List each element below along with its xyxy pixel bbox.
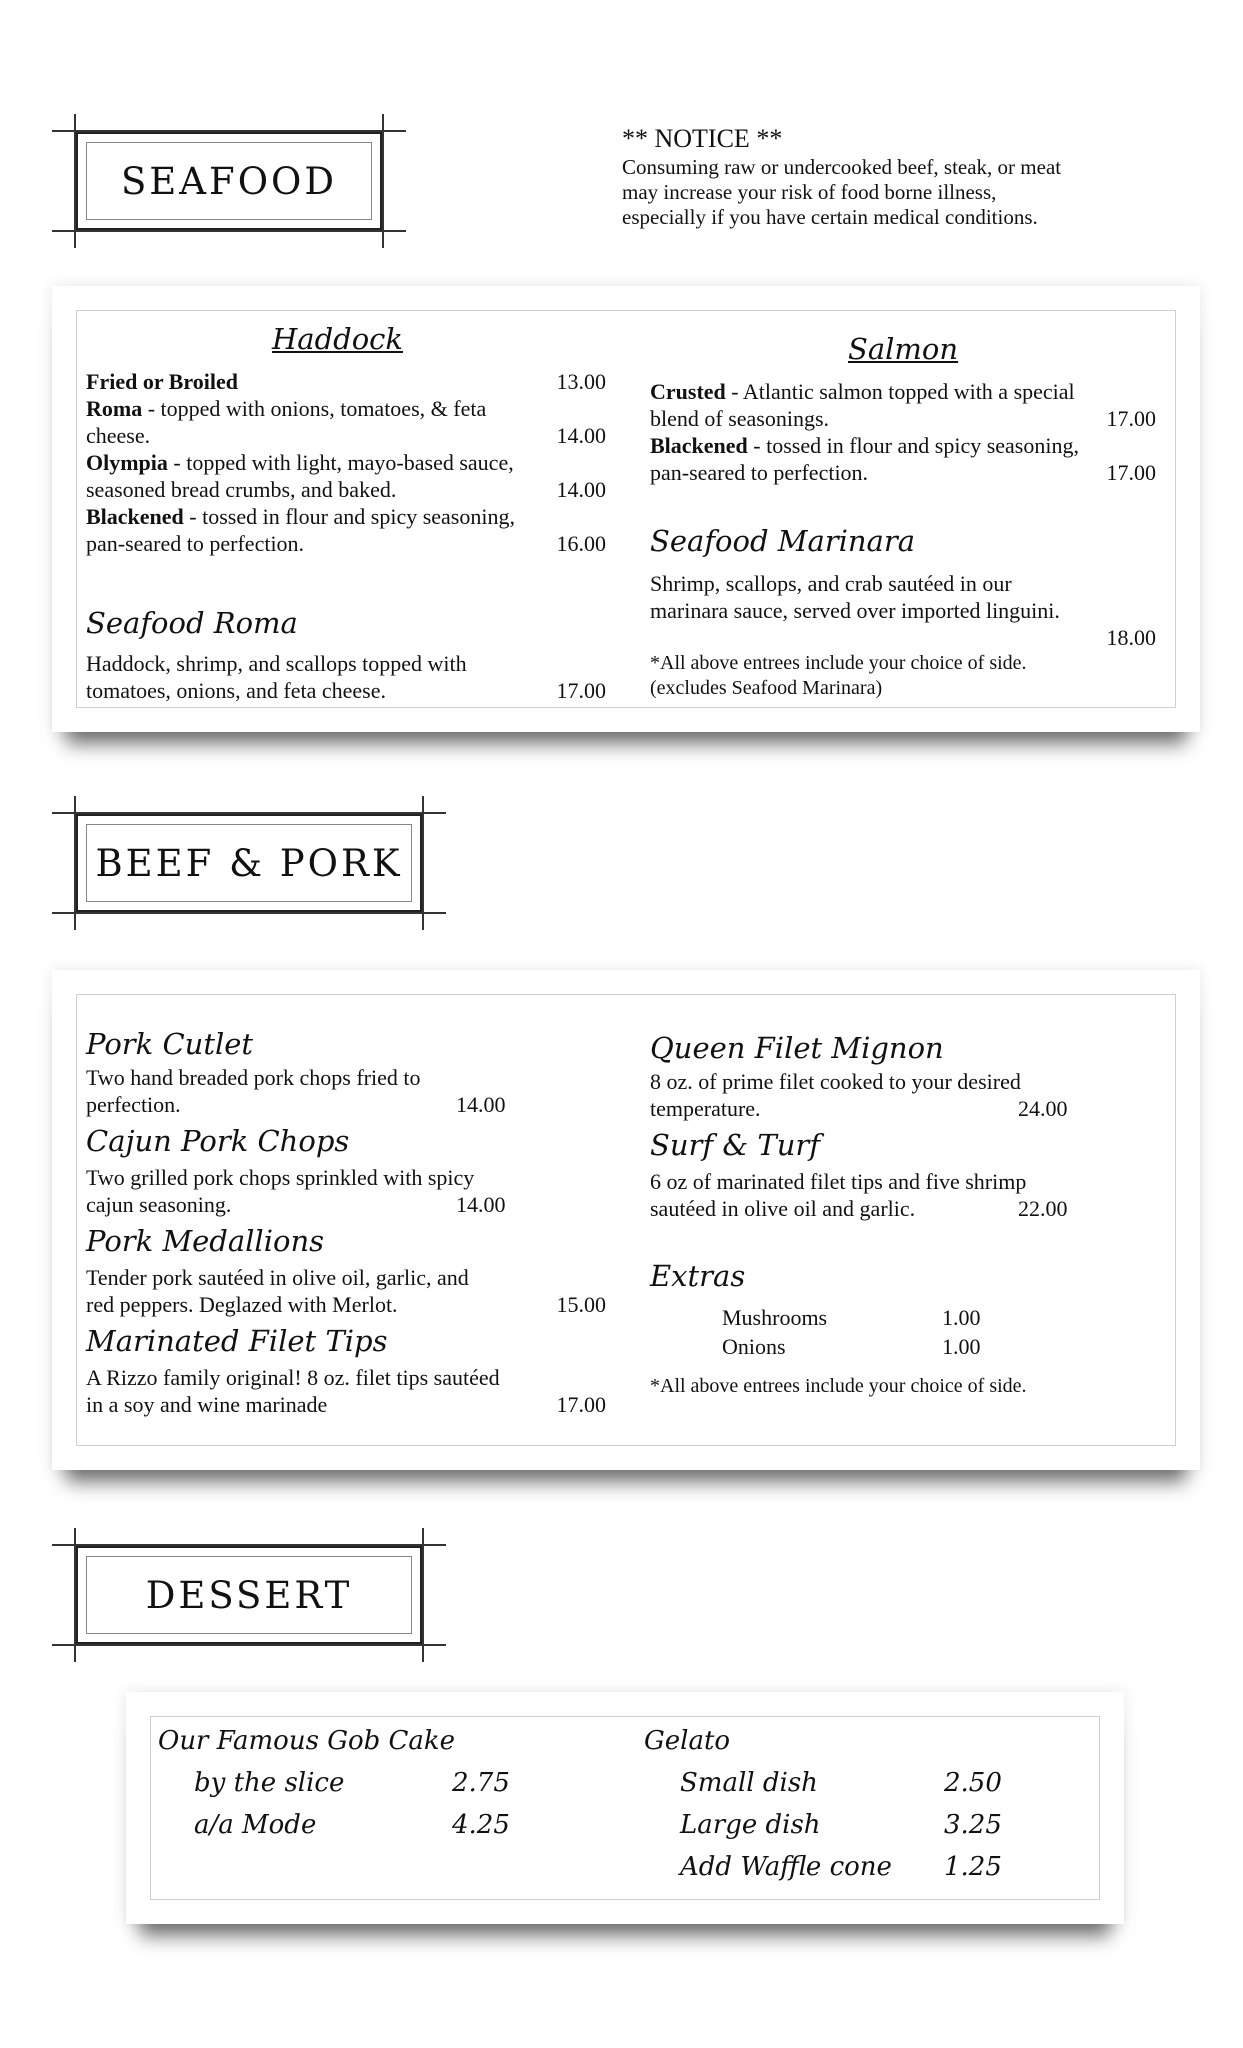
item-desc: 8 oz. of prime filet cooked to your desired bbox=[650, 1069, 1021, 1094]
item-desc: red peppers. Deglazed with Merlot. bbox=[86, 1292, 398, 1317]
item-desc: Shrimp, scallops, and crab sautéed in our bbox=[650, 571, 1012, 596]
notice-text bbox=[622, 155, 1061, 230]
item-price: 13.00 bbox=[556, 369, 606, 394]
extras-list bbox=[650, 1304, 1150, 1360]
item-desc: pan-seared to perfection. bbox=[86, 531, 305, 556]
seafood-roma-title: Seafood Roma bbox=[86, 606, 298, 640]
item-title: Queen Filet Mignon bbox=[650, 1031, 944, 1065]
menu-item bbox=[86, 503, 606, 557]
item-title: Cajun Pork Chops bbox=[86, 1124, 350, 1158]
item-price: 22.00 bbox=[1018, 1196, 1068, 1221]
item-name: Blackened bbox=[650, 433, 748, 458]
item-price: 18.00 bbox=[1106, 625, 1156, 650]
item-desc: 6 oz of marinated filet tips and five shrimp bbox=[650, 1169, 1027, 1194]
item-price: 17.00 bbox=[1106, 406, 1156, 431]
dessert-item-price: 1.25 bbox=[944, 1852, 1002, 1882]
item-desc: - tossed in flour and spicy seasoning, bbox=[183, 504, 515, 529]
item-title: Marinated Filet Tips bbox=[86, 1324, 388, 1358]
menu-item bbox=[86, 395, 606, 449]
menu-item bbox=[86, 1264, 606, 1318]
item-name: Blackened bbox=[86, 504, 184, 529]
item-desc: seasoned bread crumbs, and baked. bbox=[86, 477, 397, 502]
dessert-header bbox=[52, 1528, 446, 1662]
extra-price: 1.00 bbox=[942, 1305, 981, 1330]
seafood-card bbox=[52, 286, 1200, 732]
item-name: Crusted bbox=[650, 379, 726, 404]
section-title: BEEF & PORK bbox=[95, 841, 403, 885]
beef-pork-header bbox=[52, 796, 446, 930]
item-desc: pan-seared to perfection. bbox=[650, 460, 869, 485]
dessert-item-price: 2.50 bbox=[944, 1768, 1002, 1798]
dessert-item-name: a/a Mode bbox=[194, 1810, 317, 1840]
dessert-item-name: Add Waffle cone bbox=[680, 1852, 892, 1882]
menu-item bbox=[650, 1168, 1150, 1222]
item-desc: Two hand breaded pork chops fried to bbox=[86, 1065, 421, 1090]
menu-item bbox=[86, 1064, 606, 1118]
item-name: Olympia bbox=[86, 450, 168, 475]
item-desc: - tossed in flour and spicy seasoning, bbox=[747, 433, 1079, 458]
beef-pork-left-column bbox=[86, 1024, 606, 1418]
item-title: Pork Cutlet bbox=[86, 1027, 254, 1061]
item-desc: perfection. bbox=[86, 1092, 181, 1117]
item-desc: - Atlantic salmon topped with a special bbox=[725, 379, 1075, 404]
seafood-marinara-title: Seafood Marinara bbox=[650, 524, 915, 558]
dessert-item-name: Small dish bbox=[680, 1768, 818, 1798]
dessert-item-price: 2.75 bbox=[452, 1768, 510, 1798]
menu-item bbox=[650, 570, 1156, 701]
dessert-item-price: 4.25 bbox=[452, 1810, 510, 1840]
item-desc: A Rizzo family original! 8 oz. filet tips sautéed bbox=[86, 1365, 500, 1390]
item-title: Pork Medallions bbox=[86, 1224, 325, 1258]
item-price: 14.00 bbox=[556, 423, 606, 448]
section-title: SEAFOOD bbox=[120, 159, 338, 203]
extra-name: Mushrooms bbox=[722, 1305, 828, 1330]
item-desc: marinara sauce, served over imported linguini. bbox=[650, 598, 1060, 623]
salmon-list bbox=[650, 378, 1156, 486]
salmon-title: Salmon bbox=[848, 332, 959, 366]
item-title: Surf & Turf bbox=[650, 1128, 821, 1162]
item-name: Fried or Broiled bbox=[86, 369, 238, 394]
dessert-card bbox=[126, 1692, 1124, 1924]
side-note: *All above entrees include your choice of side. bbox=[650, 652, 1027, 674]
item-desc: - topped with onions, tomatoes, & feta bbox=[142, 396, 487, 421]
item-desc: - topped with light, mayo-based sauce, bbox=[167, 450, 514, 475]
item-desc: in a soy and wine marinade bbox=[86, 1392, 328, 1417]
dessert-item-name: by the slice bbox=[194, 1768, 345, 1798]
menu-item bbox=[86, 368, 606, 395]
menu-item bbox=[86, 449, 606, 503]
item-price: 17.00 bbox=[556, 678, 606, 703]
dessert-item-name: Large dish bbox=[680, 1810, 821, 1840]
item-price: 17.00 bbox=[1106, 460, 1156, 485]
item-desc: Two grilled pork chops sprinkled with spicy bbox=[86, 1165, 475, 1190]
gelato-title: Gelato bbox=[644, 1726, 731, 1756]
extra-price: 1.00 bbox=[942, 1334, 981, 1359]
item-price: 14.00 bbox=[556, 477, 606, 502]
menu-item bbox=[86, 1164, 606, 1218]
beef-pork-right-column bbox=[650, 1028, 1150, 1399]
menu-item bbox=[650, 1068, 1150, 1122]
haddock-title: Haddock bbox=[272, 322, 403, 356]
menu-item bbox=[650, 378, 1156, 432]
item-desc: temperature. bbox=[650, 1096, 761, 1121]
menu-item bbox=[86, 650, 606, 704]
haddock-list bbox=[86, 368, 606, 557]
item-desc: Haddock, shrimp, and scallops topped with bbox=[86, 651, 467, 676]
notice-title: ** NOTICE ** bbox=[622, 124, 783, 153]
notice-line: especially if you have certain medical conditions. bbox=[622, 205, 1038, 229]
seafood-header bbox=[52, 114, 406, 248]
item-price: 14.00 bbox=[456, 1192, 506, 1217]
notice-line: may increase your risk of food borne illness, bbox=[622, 180, 997, 204]
menu-item bbox=[86, 1364, 606, 1418]
menu-item bbox=[650, 432, 1156, 486]
item-desc: tomatoes, onions, and feta cheese. bbox=[86, 678, 386, 703]
item-desc: sautéed in olive oil and garlic. bbox=[650, 1196, 916, 1221]
item-desc: cheese. bbox=[86, 423, 151, 448]
side-note: (excludes Seafood Marinara) bbox=[650, 677, 883, 699]
extras-title: Extras bbox=[650, 1259, 746, 1293]
extra-name: Onions bbox=[722, 1334, 786, 1359]
beef-pork-card bbox=[52, 970, 1200, 1470]
item-desc: blend of seasonings. bbox=[650, 406, 830, 431]
item-price: 15.00 bbox=[556, 1292, 606, 1317]
item-price: 17.00 bbox=[556, 1392, 606, 1417]
item-price: 24.00 bbox=[1018, 1096, 1068, 1121]
section-title: DESSERT bbox=[145, 1573, 353, 1617]
item-desc: Tender pork sautéed in olive oil, garlic, and bbox=[86, 1265, 469, 1290]
item-price: 14.00 bbox=[456, 1092, 506, 1117]
item-price: 16.00 bbox=[556, 531, 606, 556]
dessert-item-price: 3.25 bbox=[944, 1810, 1002, 1840]
notice-line: Consuming raw or undercooked beef, steak, or meat bbox=[622, 155, 1062, 179]
item-desc: cajun seasoning. bbox=[86, 1192, 232, 1217]
side-note: *All above entrees include your choice of side. bbox=[650, 1375, 1027, 1397]
item-name: Roma bbox=[86, 396, 143, 421]
gob-cake-title: Our Famous Gob Cake bbox=[158, 1726, 456, 1756]
